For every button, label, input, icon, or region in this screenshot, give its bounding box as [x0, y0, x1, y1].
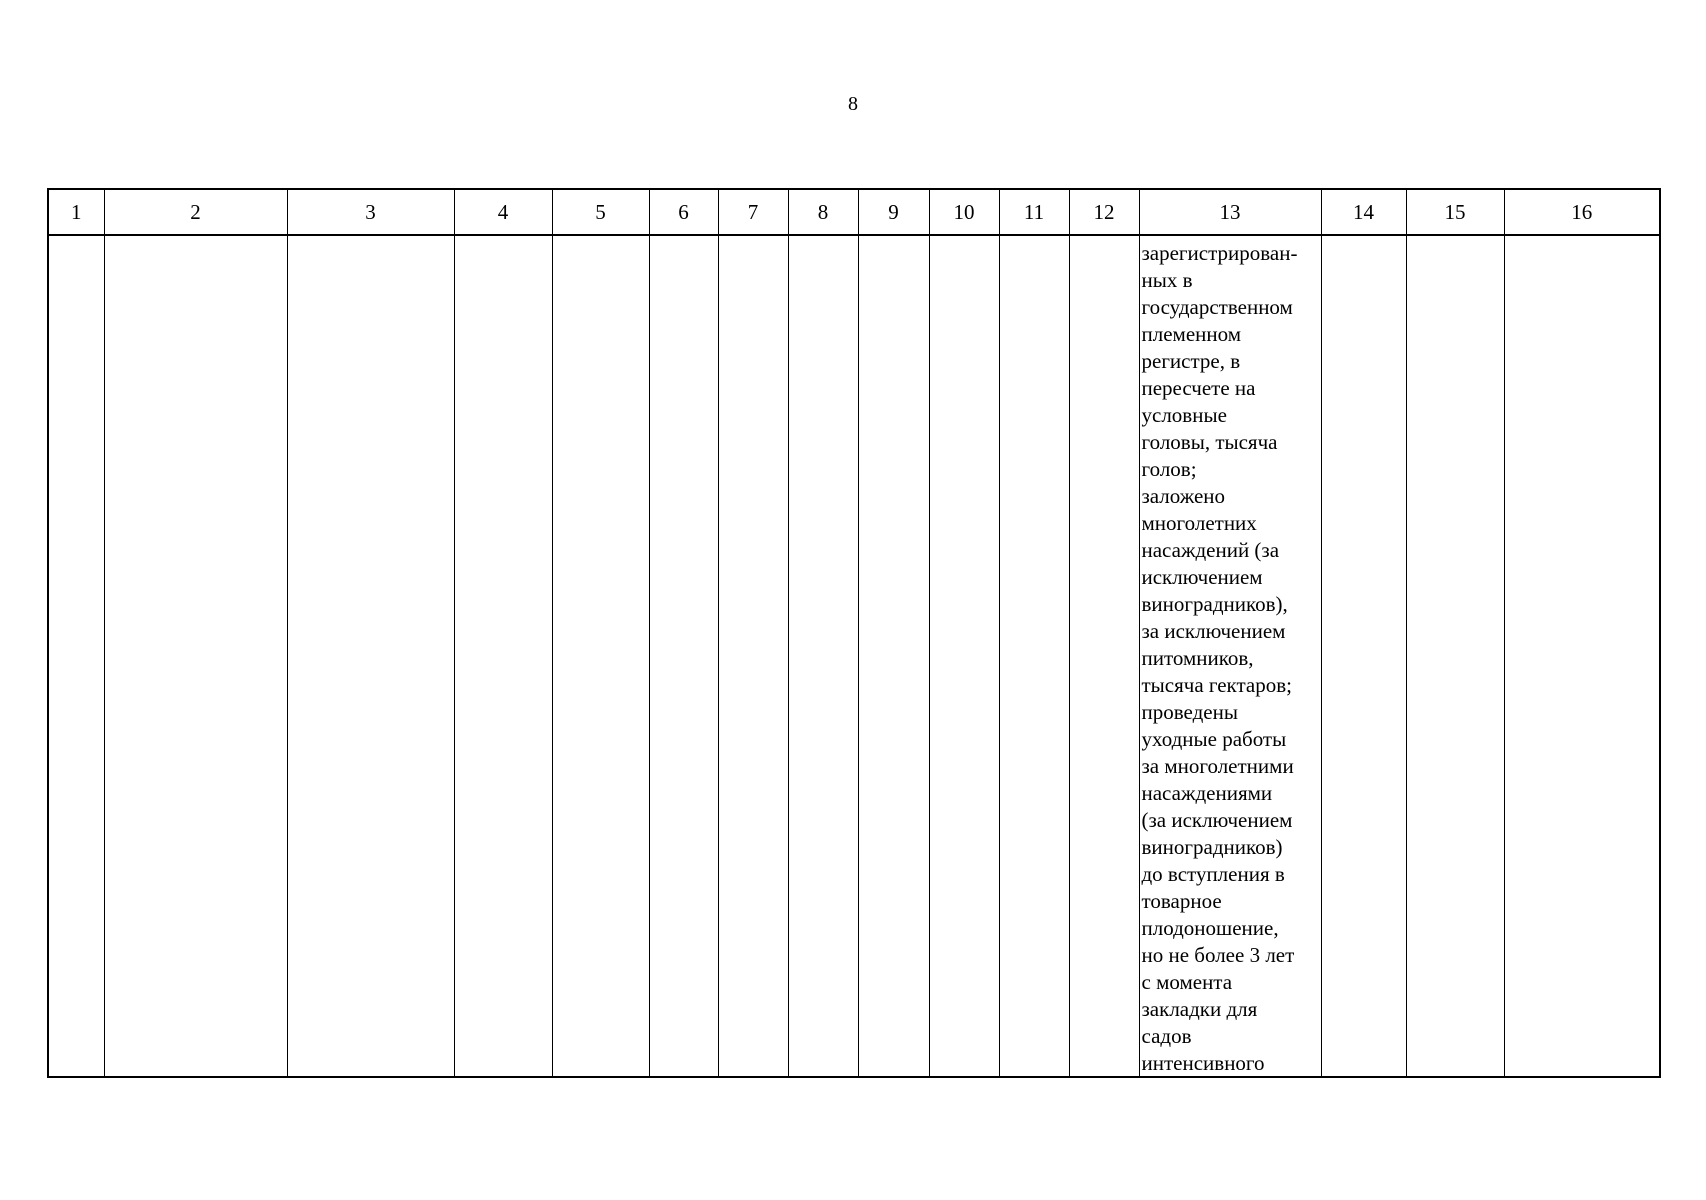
table-cell-5 — [552, 235, 649, 1077]
table-cell-13 — [1139, 235, 1321, 1077]
table-cell-15 — [1406, 235, 1504, 1077]
table-cell-8 — [788, 235, 858, 1077]
table-cell-3 — [287, 235, 454, 1077]
table-cell-16 — [1504, 235, 1660, 1077]
table-cell-10 — [929, 235, 999, 1077]
column-header-1: 1 — [48, 189, 104, 235]
table-cell-4 — [454, 235, 552, 1077]
column-header-9: 9 — [858, 189, 929, 235]
column-header-8: 8 — [788, 189, 858, 235]
column-header-15: 15 — [1406, 189, 1504, 235]
table-cell-7 — [718, 235, 788, 1077]
column-header-12: 12 — [1069, 189, 1139, 235]
table-cell-2 — [104, 235, 287, 1077]
data-table — [47, 188, 1661, 1078]
table-cell-14 — [1321, 235, 1406, 1077]
column-header-16: 16 — [1504, 189, 1660, 235]
column-header-11: 11 — [999, 189, 1069, 235]
column-header-10: 10 — [929, 189, 999, 235]
indicator-text: зарегистрирован- ных в государственном племенном регистре, в пересчете на условные головы, тысяча голов; заложено многолетних насаждений (за исключением виноградников), за исключением питомников, тысяча гектаров; проведены уходные работы за многолетними насаждениями (за исключением виноградников) до вступления в товарное плодоношение, но не более 3 лет с момента закладки для садов интенсивного — [1141, 241, 1298, 1075]
column-header-7: 7 — [718, 189, 788, 235]
column-header-14: 14 — [1321, 189, 1406, 235]
header-row — [48, 189, 1660, 235]
table-cell-1 — [48, 235, 104, 1077]
table-cell-11 — [999, 235, 1069, 1077]
column-header-4: 4 — [454, 189, 552, 235]
table-row — [48, 235, 1660, 1077]
column-header-6: 6 — [649, 189, 718, 235]
column-header-5: 5 — [552, 189, 649, 235]
column-header-2: 2 — [104, 189, 287, 235]
column-header-13: 13 — [1139, 189, 1321, 235]
table-cell-6 — [649, 235, 718, 1077]
page-number: 8 — [848, 93, 858, 115]
column-header-3: 3 — [287, 189, 454, 235]
table-cell-12 — [1069, 235, 1139, 1077]
table-cell-9 — [858, 235, 929, 1077]
